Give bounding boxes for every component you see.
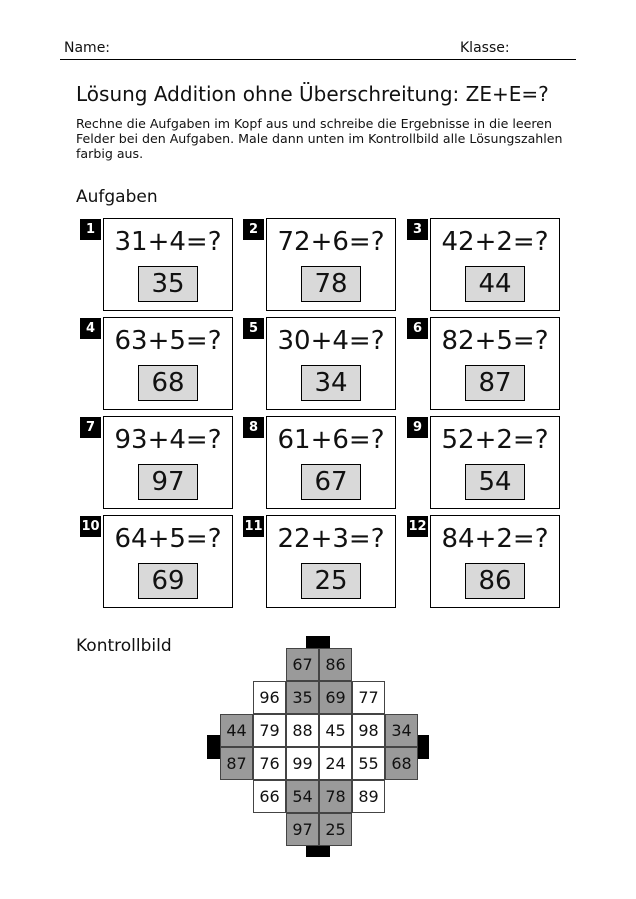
control-cell[interactable]: 66 (253, 780, 286, 813)
klasse-label: Klasse: (460, 40, 510, 56)
task-answer-field[interactable]: 67 (301, 464, 361, 500)
task-number: 3 (407, 219, 428, 240)
task-expression: 22+3=? (277, 524, 385, 554)
task-answer-field[interactable]: 78 (301, 266, 361, 302)
task-card (266, 317, 396, 410)
control-cell[interactable]: 35 (286, 681, 319, 714)
task-answer-field[interactable]: 54 (465, 464, 525, 500)
task-card (430, 317, 560, 410)
task-expression: 31+4=? (114, 227, 222, 257)
control-cell[interactable]: 67 (286, 648, 319, 681)
task-number: 9 (407, 417, 428, 438)
task-answer-field[interactable]: 87 (465, 365, 525, 401)
task-answer-field[interactable]: 69 (138, 563, 198, 599)
task-answer-field[interactable]: 86 (465, 563, 525, 599)
control-cell[interactable]: 45 (319, 714, 352, 747)
control-cell[interactable]: 88 (286, 714, 319, 747)
task-answer-field[interactable]: 97 (138, 464, 198, 500)
task-expression: 64+5=? (114, 524, 222, 554)
control-cell[interactable]: 86 (319, 648, 352, 681)
task-number: 12 (407, 516, 428, 537)
task-expression: 61+6=? (277, 425, 385, 455)
control-cell[interactable]: 87 (220, 747, 253, 780)
task-answer-field[interactable]: 25 (301, 563, 361, 599)
task-number: 11 (243, 516, 264, 537)
task-number: 1 (80, 219, 101, 240)
task-card (103, 317, 233, 410)
task-number: 2 (243, 219, 264, 240)
task-card (266, 416, 396, 509)
task-card (430, 218, 560, 311)
task-answer-field[interactable]: 44 (465, 266, 525, 302)
task-expression: 30+4=? (277, 326, 385, 356)
control-cell[interactable]: 24 (319, 747, 352, 780)
control-cell[interactable]: 68 (385, 747, 418, 780)
control-cell[interactable]: 44 (220, 714, 253, 747)
task-number: 6 (407, 318, 428, 339)
control-cell[interactable]: 25 (319, 813, 352, 846)
task-answer-field[interactable]: 35 (138, 266, 198, 302)
task-number: 10 (80, 516, 101, 537)
task-card (430, 416, 560, 509)
control-cell[interactable]: 34 (385, 714, 418, 747)
tasks-heading: Aufgaben (76, 187, 158, 207)
task-expression: 42+2=? (441, 227, 549, 257)
instructions-text: Rechne die Aufgaben im Kopf aus und schreibe die Ergebnisse in die leeren Felder bei den Aufgaben. Male dann unten im Kontrollbild alle Lösungszahlen farbig aus. (76, 116, 563, 161)
task-card (103, 416, 233, 509)
header-line (60, 59, 576, 60)
task-card (103, 218, 233, 311)
task-expression: 93+4=? (114, 425, 222, 455)
control-cell[interactable]: 78 (319, 780, 352, 813)
task-expression: 52+2=? (441, 425, 549, 455)
control-cell[interactable]: 98 (352, 714, 385, 747)
page-title: Lösung Addition ohne Überschreitung: ZE+E=? (76, 82, 549, 106)
control-heading: Kontrollbild (76, 636, 172, 656)
task-number: 7 (80, 417, 101, 438)
control-cell[interactable]: 55 (352, 747, 385, 780)
task-card (266, 218, 396, 311)
name-label: Name: (64, 40, 111, 56)
control-cell[interactable]: 97 (286, 813, 319, 846)
task-card (103, 515, 233, 608)
control-cell[interactable]: 89 (352, 780, 385, 813)
control-cell[interactable]: 69 (319, 681, 352, 714)
task-answer-field[interactable]: 34 (301, 365, 361, 401)
control-cell[interactable]: 99 (286, 747, 319, 780)
task-card (430, 515, 560, 608)
task-expression: 72+6=? (277, 227, 385, 257)
control-cell[interactable]: 54 (286, 780, 319, 813)
task-number: 8 (243, 417, 264, 438)
task-number: 5 (243, 318, 264, 339)
control-cell[interactable]: 96 (253, 681, 286, 714)
control-cell[interactable]: 79 (253, 714, 286, 747)
task-expression: 84+2=? (441, 524, 549, 554)
control-cell[interactable]: 77 (352, 681, 385, 714)
control-cell[interactable]: 76 (253, 747, 286, 780)
task-number: 4 (80, 318, 101, 339)
task-answer-field[interactable]: 68 (138, 365, 198, 401)
task-expression: 82+5=? (441, 326, 549, 356)
task-card (266, 515, 396, 608)
task-expression: 63+5=? (114, 326, 222, 356)
